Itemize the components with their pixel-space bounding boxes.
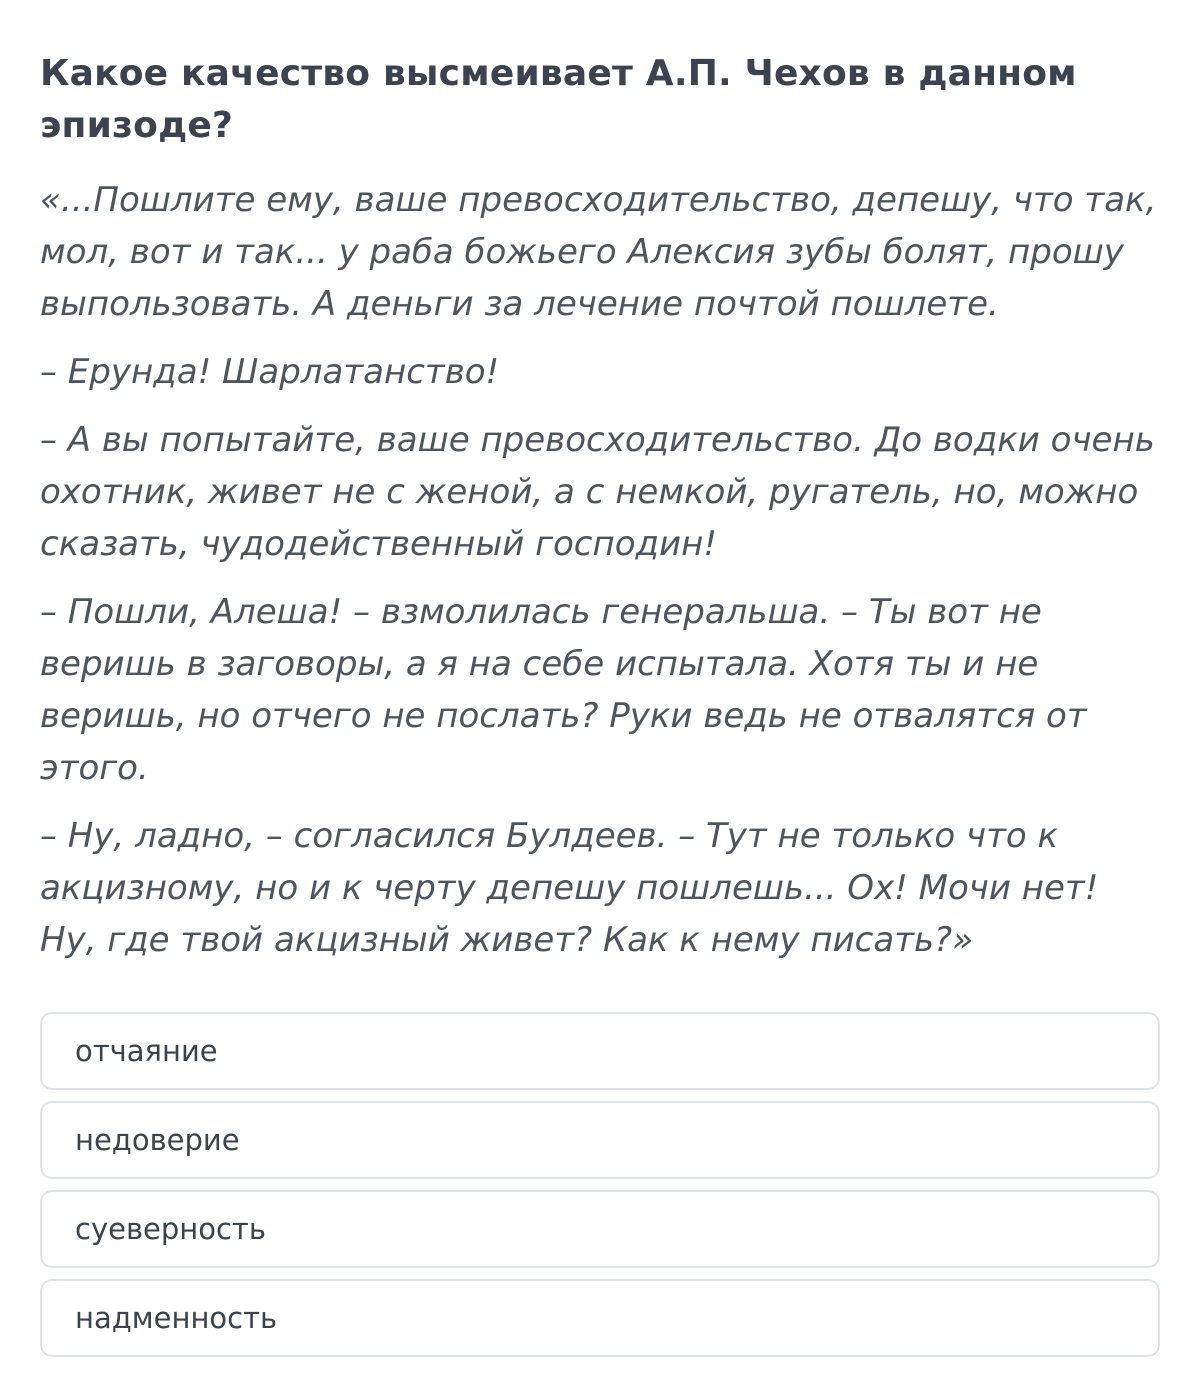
excerpt-text xyxy=(40,174,1160,966)
answer-option-3[interactable] xyxy=(40,1190,1160,1268)
question-block xyxy=(40,48,1160,966)
question-title: Какое качество высмеивает А.П. Чехов в данном эпизоде? xyxy=(40,53,1077,146)
answer-option-label: суеверность xyxy=(75,1212,266,1246)
excerpt-paragraph: – Пошли, Алеша! – взмолилась генеральша. – Ты вот не веришь в заговоры, а я на себе испытала. Хотя ты и не веришь, но отчего не послать? Руки ведь не отвалятся от этого. xyxy=(40,592,1087,788)
answer-option-label: недоверие xyxy=(75,1123,240,1157)
excerpt-paragraph: – Ерунда! Шарлатанство! xyxy=(40,352,500,392)
excerpt-paragraph: «...Пошлите ему, ваше превосходительство, депешу, что так, мол, вот и так... у раба божьего Алексия зубы болят, прошу выпользовать. А деньги за лечение почтой пошлете. xyxy=(40,180,1157,324)
answer-option-4[interactable] xyxy=(40,1279,1160,1357)
answer-option-2[interactable] xyxy=(40,1101,1160,1179)
answer-option-label: отчаяние xyxy=(75,1034,218,1068)
answer-option-1[interactable] xyxy=(40,1012,1160,1090)
answer-options xyxy=(40,1012,1160,1368)
excerpt-paragraph: – А вы попытайте, ваше превосходительство. До водки очень охотник, живет не с женой, а с немкой, ругатель, но, можно сказать, чудодейственный господин! xyxy=(40,420,1155,564)
excerpt-paragraph: – Ну, ладно, – согласился Булдеев. – Тут не только что к акцизному, но и к черту депешу пошлешь... Ох! Мочи нет! Ну, где твой акцизный живет? Как к нему писать?» xyxy=(40,816,1099,960)
answer-option-label: надменность xyxy=(75,1301,278,1335)
